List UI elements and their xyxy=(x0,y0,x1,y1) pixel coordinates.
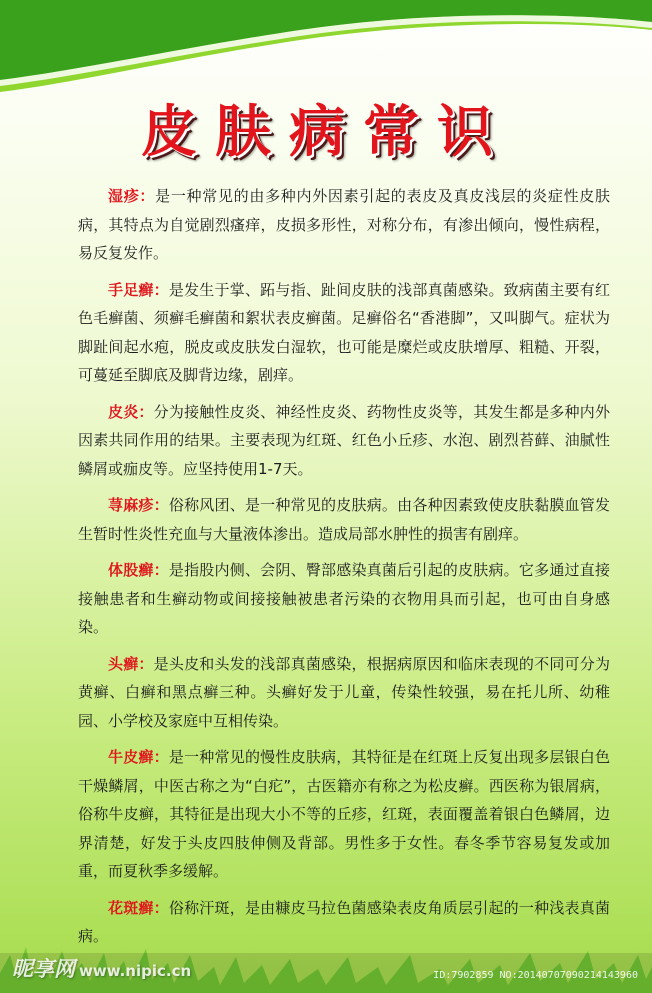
term-tinea-cruris: 体股癣： xyxy=(108,561,169,579)
text-psoriasis: 是一种常见的慢性皮肤病，其特征是在红斑上反复出现多层银白色干燥鳞屑，中医古称之为“白疕”，古医籍亦有称之为松皮癣。西医称为银屑病，俗称牛皮癣，其特征是出现大小不等的丘疹，红斑，表面覆盖着银白色鳞屑，边界清楚，好发于头皮四肢伸侧及背部。男性多于女性。春冬季节容易复发或加重，而夏秋季多缓解。 xyxy=(78,748,610,880)
text-tinea-versicolor: 俗称汗斑，是由糠皮马拉色菌感染表皮角质层引起的一种浅表真菌病。 xyxy=(78,898,610,945)
text-urticaria: 俗称风团、是一种常见的皮肤病。由各种因素致使皮肤黏膜血管发生暂时性炎性充血与大量液体渗出。造成局部水肿性的损害有剧痒。 xyxy=(78,496,610,543)
article-body xyxy=(78,182,610,959)
page-title: 皮肤病常识 xyxy=(141,99,511,165)
watermark-url: www.nipic.cn xyxy=(79,962,192,980)
text-hand-foot-tinea: 是发生于掌、跖与指、趾间皮肤的浅部真菌感染。致病菌主要有红色毛癣菌、须癣毛癣菌和絮状表皮癣菌。足癣俗名“香港脚”，又叫脚气。症状为脚趾间起水疱，脱皮或皮肤发白湿软，也可能是糜烂或皮肤增厚、粗糙、开裂，可蔓延至脚底及脚背边缘，剧痒。 xyxy=(78,280,610,384)
text-tinea-cruris: 是指股内侧、会阴、臀部感染真菌后引起的皮肤病。它多通过直接接触患者和生癣动物或间接接触被患者污染的衣物用具而引起，也可由自身感染。 xyxy=(78,561,610,636)
paragraph-hand-foot-tinea xyxy=(78,276,610,390)
term-tinea-versicolor: 花斑癣： xyxy=(108,898,169,917)
paragraph-urticaria xyxy=(78,491,610,548)
term-hand-foot-tinea: 手足癣： xyxy=(108,280,169,299)
paragraph-eczema xyxy=(78,182,610,268)
image-id-label: ID:7902859 NO:20140707090214143960 xyxy=(433,970,638,981)
term-tinea-capitis: 头癣： xyxy=(108,654,154,673)
term-eczema: 湿疹： xyxy=(108,187,156,205)
text-dermatitis: 分为接触性皮炎、神经性皮炎、药物性皮炎等，其发生都是多种内外因素共同作用的结果。主要表现为红斑、红色小丘疹、水泡、剧烈苔藓、油腻性鳞屑或痂皮等。应坚持使用1-7天。 xyxy=(78,402,610,478)
watermark-brand: 昵享网 xyxy=(12,957,75,981)
term-dermatitis: 皮炎： xyxy=(108,402,154,421)
paragraph-dermatitis xyxy=(78,398,610,484)
paragraph-psoriasis xyxy=(78,743,610,886)
paragraph-tinea-cruris xyxy=(78,556,610,642)
term-urticaria: 荨麻疹： xyxy=(108,496,169,514)
text-tinea-capitis: 是头皮和头发的浅部真菌感染，根据病原因和临床表现的不同可分为黄癣、白癣和黑点癣三种。头癣好发于儿童，传染性较强，易在托儿所、幼稚园、小学校及家庭中互相传染。 xyxy=(78,654,610,730)
watermark-logo xyxy=(12,953,191,983)
paragraph-tinea-capitis xyxy=(78,650,610,736)
text-eczema: 是一种常见的由多种内外因素引起的表皮及真皮浅层的炎症性皮肤病，其特点为自觉剧烈瘙痒，皮损多形性，对称分布，有渗出倾向，慢性病程，易反复发作。 xyxy=(78,187,610,262)
term-psoriasis: 牛皮癣： xyxy=(108,748,169,766)
